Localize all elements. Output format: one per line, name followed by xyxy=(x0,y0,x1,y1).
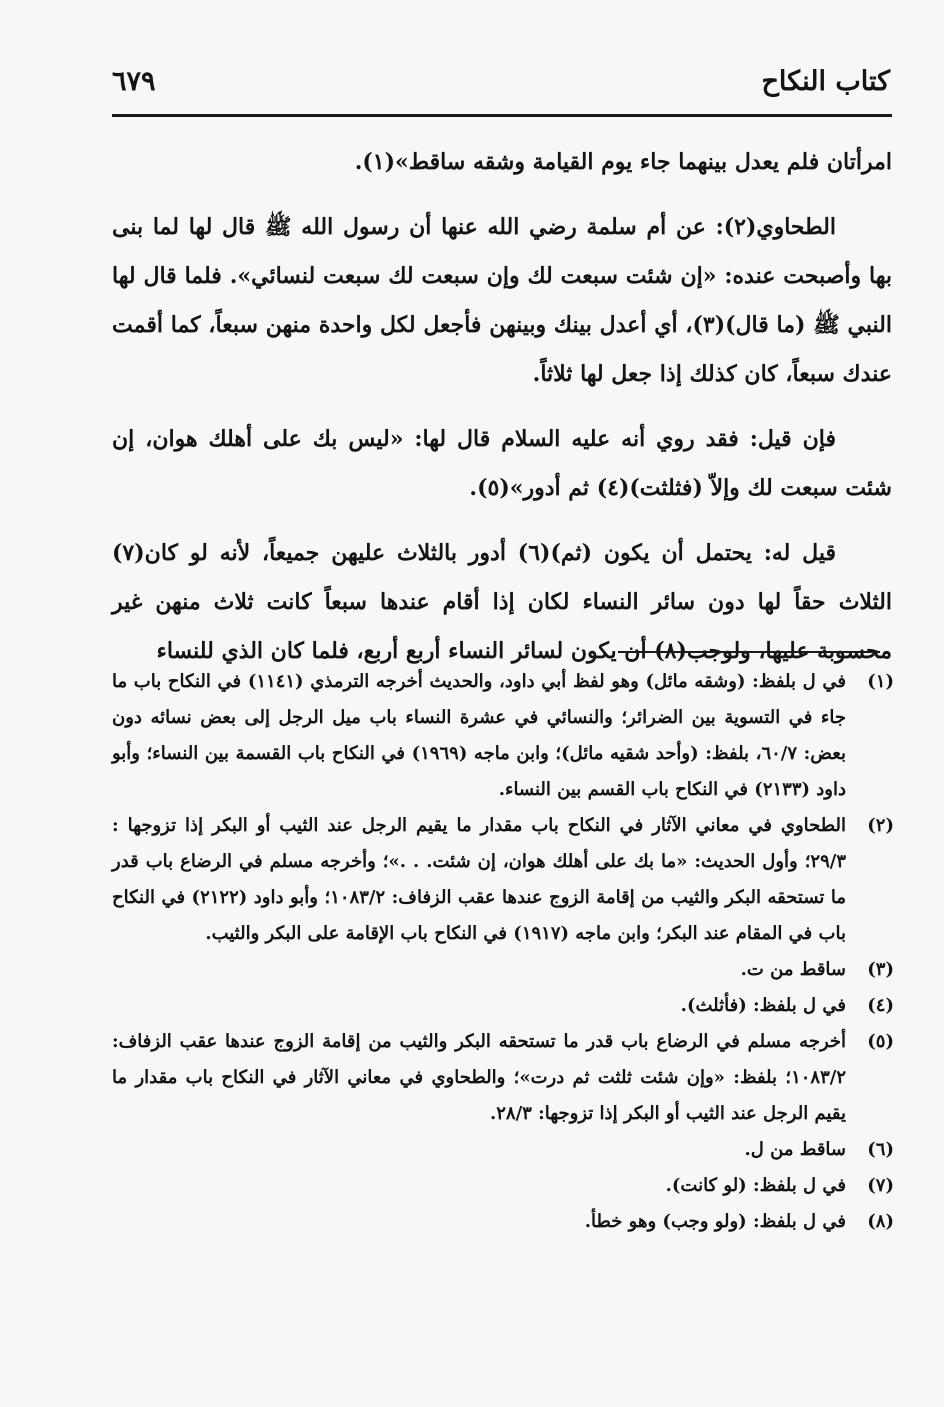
footnote-text: في ل بلفظ: (وشقه مائل) وهو لفظ أبي داود، والحديث أخرجه الترمذي (١١٤١) في النكاح باب ما جاء في التسوية بين الضرائر؛ والنسائي في عشرة النساء باب ميل الرجل إلى بعض نسائه دون بعض: ٦٠/٧، بلفظ: (وأحد شقيه مائل)؛ وابن ماجه (١٩٦٩) في النكاح باب القسمة بين النساء؛ وأبو داود (٢١٣٣) في النكاح باب القسم بين النساء. xyxy=(112,671,846,800)
body-paragraph: قيل له: يحتمل أن يكون (ثم)(٦) أدور بالثلاث عليهن جميعاً، لأنه لو كان(٧) الثلاث حقاً لها دون سائر النساء لكان إذا أقام عندها سبعاً كانت ثلاث منهن غير محسوبة عليها، ولوجب(٨) أن يكون لسائر النساء أربع أربع، فلما كان الذي للنساء xyxy=(112,540,892,664)
footnote-item xyxy=(112,1132,894,1168)
footnote-text: الطحاوي في معاني الآثار في النكاح باب مقدار ما يقيم الرجل عند الثيب أو البكر إذا تزوجها : ٢٩/٣؛ وأول الحديث: «ما بك على أهلك هوان، إن شئت. . .»؛ وأخرجه مسلم في الرضاع باب قدر ما تستحقه البكر والثيب من إقامة الزوج عندها عقب الزفاف: ١٠٨٣/٢؛ وأبو داود (٢١٢٢) في النكاح باب في المقام عند البكر؛ وابن ماجه (١٩١٧) في النكاح باب الإقامة على البكر والثيب. xyxy=(112,815,847,944)
footnote-text: في ل بلفظ: (لو كانت). xyxy=(665,1175,846,1196)
body-paragraph: فإن قيل: فقد روي أنه عليه السلام قال لها: «ليس بك على أهلك هوان، إن شئت سبعت لك وإلاّ (فثلثت)(٤) ثم أدور»(٥). xyxy=(112,426,892,501)
footnote-number: (٨) xyxy=(867,1211,894,1232)
footnote-number: (٤) xyxy=(867,995,894,1016)
footnote-number: (٧) xyxy=(867,1175,894,1196)
page-number: ٦٧٩ xyxy=(112,66,156,97)
footnote-text: أخرجه مسلم في الرضاع باب قدر ما تستحقه البكر والثيب من إقامة الزوج عندها عقب الزفاف: ١٠٨٣/٢؛ بلفظ: «وإن شئت ثلثت ثم درت»؛ والطحاوي في معاني الآثار في النكاح باب مقدار ما يقيم الرجل عند الثيب أو البكر إذا تزوجها: ٢٨/٣. xyxy=(112,1031,846,1124)
header-rule xyxy=(112,114,892,117)
footnote-number: (٦) xyxy=(867,1139,894,1160)
footnote-item xyxy=(112,952,894,988)
footnote-text: ساقط من ت. xyxy=(740,959,846,980)
footnote-item xyxy=(112,664,894,808)
running-header xyxy=(112,62,890,112)
footnote-item xyxy=(112,808,894,952)
footnote-item xyxy=(112,1204,894,1240)
footnotes xyxy=(112,664,894,1240)
footnote-text: ساقط من ل. xyxy=(744,1139,846,1160)
body-paragraph: امرأتان فلم يعدل بينهما جاء يوم القيامة وشقه ساقط»(١). xyxy=(354,149,892,175)
footnote-number: (٣) xyxy=(867,959,894,980)
footnote-separator xyxy=(618,651,880,653)
footnote-item xyxy=(112,1168,894,1204)
body-paragraph: الطحاوي(٢): عن أم سلمة رضي الله عنها أن رسول الله ﷺ قال لها لما بنى بها وأصبحت عنده: «إن شئت سبعت لك وإن سبعت لك سبعت لنسائي». فلما قال لها النبي ﷺ (ما قال)(٣)، أي أعدل بينك وبينهن فأجعل لكل واحدة منهن سبعاً، كما أقمت عندك سبعاً، كان كذلك إذا جعل لها ثلاثاً. xyxy=(112,214,892,387)
footnote-text: في ل بلفظ: (ولو وجب) وهو خطأ. xyxy=(584,1211,846,1232)
footnote-text: في ل بلفظ: (فأثلث). xyxy=(680,995,846,1016)
main-text xyxy=(112,138,892,692)
chapter-title: كتاب النكاح xyxy=(761,66,890,97)
footnote-number: (١) xyxy=(867,671,894,692)
footnote-item xyxy=(112,988,894,1024)
footnote-item xyxy=(112,1024,894,1132)
footnote-number: (٢) xyxy=(867,815,894,836)
footnote-number: (٥) xyxy=(867,1031,894,1052)
